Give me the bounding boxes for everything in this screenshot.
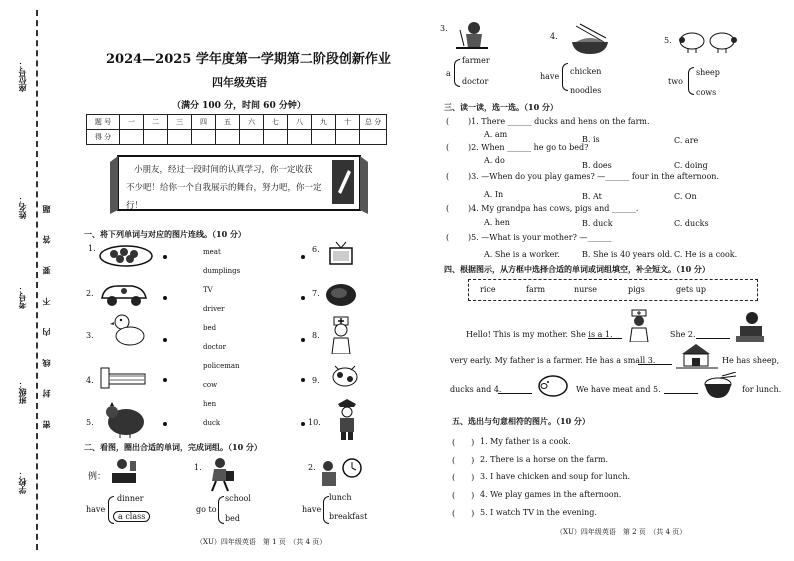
sheep-icon (678, 30, 740, 54)
doctor-icon (328, 316, 354, 354)
blank-2[interactable] (696, 338, 730, 339)
page-subtitle: 四年级英语 (212, 76, 267, 89)
item5-option-b[interactable]: cows (696, 88, 717, 97)
score-cell: 总 分 (360, 115, 387, 130)
q3-4-option-b: B. duck (582, 219, 613, 228)
boy-clock-icon (318, 458, 362, 488)
score-cell: 六 (240, 115, 264, 130)
score-input-cell[interactable] (168, 130, 192, 145)
q8-number: 8. (312, 331, 320, 340)
s5-item5-text: 5. I watch TV in the evening. (480, 508, 597, 517)
item1-brace (218, 496, 224, 524)
item4-prefix: have (540, 72, 560, 81)
score-cell: 五 (216, 115, 240, 130)
item4-brace (562, 63, 568, 91)
word-hen: hen (203, 400, 217, 408)
student-class-icon (110, 457, 138, 485)
q3-5-paren[interactable]: ( (446, 233, 450, 242)
q3-2-option-c: C. doing (674, 161, 708, 170)
passage-line3-a: ducks and 4. (450, 385, 502, 394)
item1-option-a[interactable]: school (225, 494, 251, 503)
box-word-nurse: nurse (574, 285, 597, 294)
farmer-icon (454, 20, 490, 52)
section3-title: 三、读一读，选一选。（10 分） (444, 102, 558, 112)
page-title: 2024—2025 学年度第一学期第二阶段创新作业 (106, 52, 391, 67)
seat-number-label: 座位号： (17, 60, 27, 92)
score-input-cell[interactable] (192, 130, 216, 145)
blank-3[interactable] (638, 364, 672, 365)
farm-icon (676, 340, 718, 370)
score-cell: 九 (312, 115, 336, 130)
footer-left: （XU）四年级英语 第 1 页 （共 4 页） (196, 538, 327, 546)
section5-title: 五、选出与句意相符的图片。（10 分） (452, 416, 590, 426)
q3-4-option-c: C. ducks (674, 219, 709, 228)
s5-item1-text: 1. My father is a cook. (480, 437, 571, 446)
score-cell: 十 (336, 115, 360, 130)
item2-option-a[interactable]: lunch (329, 493, 352, 502)
q3-2-option-b: B. does (582, 161, 612, 170)
q3-5-option-b: B. She is 40 years old. (582, 250, 673, 259)
q1-number: 1. (88, 244, 96, 253)
box-word-rice: rice (480, 285, 496, 294)
q3-3-text: )3. —When do you play games? —______ four in the afternoon. (468, 172, 719, 181)
s5-item3-paren[interactable]: ( ) (452, 473, 475, 482)
seal-dashed-line (36, 10, 38, 550)
cow-icon (330, 360, 360, 388)
q3-1-paren[interactable]: ( (446, 117, 450, 126)
item3-prefix: a (446, 69, 451, 78)
score-input-cell[interactable] (264, 130, 288, 145)
score-table-score-row (87, 130, 387, 145)
item3-option-a[interactable]: farmer (462, 56, 490, 65)
word-bed: bed (203, 324, 217, 332)
passage-line3-b: We have meat and 5. (576, 385, 661, 394)
item1-number: 1. (194, 463, 202, 472)
score-input-cell[interactable] (216, 130, 240, 145)
q3-5-text: )5. —What is your mother? —______ (468, 233, 612, 242)
word-tv: TV (203, 286, 213, 294)
school-label: 学校： (17, 470, 27, 494)
q4-number: 4. (86, 376, 94, 385)
passage-line2-b: He has sheep, (722, 356, 780, 365)
s5-item2-text: 2. There is a horse on the farm. (480, 455, 609, 464)
score-table (86, 114, 387, 145)
word-box (468, 279, 758, 301)
banner-line-3: 行！ (126, 201, 144, 211)
score-cell: 得 分 (87, 130, 120, 145)
score-cell: 一 (120, 115, 144, 130)
item2-number: 2. (308, 463, 316, 472)
box-word-pigs: pigs (628, 285, 645, 294)
score-input-cell[interactable] (144, 130, 168, 145)
s5-item4-text: 4. We play games in the afternoon. (480, 490, 622, 499)
score-cell: 题 号 (87, 115, 120, 130)
dumplings-plate-icon (98, 244, 154, 268)
item3-number: 3. (440, 24, 448, 33)
blank-5[interactable] (664, 393, 698, 394)
item3-brace (454, 59, 460, 87)
score-cell: 三 (168, 115, 192, 130)
score-cell: 二 (144, 115, 168, 130)
score-cell: 四 (192, 115, 216, 130)
score-cell: 八 (288, 115, 312, 130)
item4-number: 4. (550, 32, 558, 41)
score-input-cell[interactable] (336, 130, 360, 145)
q3-4-text: )4. My grandpa has cows, pigs and ______. (468, 204, 639, 213)
score-input-cell[interactable] (360, 130, 387, 145)
word-driver: driver (203, 305, 225, 313)
q5-number: 5. (86, 418, 94, 427)
q3-number: 3. (86, 331, 94, 340)
passage-line3-c: for lunch. (742, 385, 782, 394)
q3-3-paren[interactable]: ( (446, 172, 450, 181)
item5-number: 5. (664, 36, 672, 45)
q3-3-option-a: A. In (484, 190, 504, 199)
word-dumplings: dumplings (203, 267, 241, 275)
section4-title: 四、根据图示，从方框中选择合适的单词或词组填空，补全短文。（10 分） (444, 264, 710, 274)
score-table-header-row (87, 115, 387, 130)
q7-number: 7. (312, 289, 320, 298)
example-option-b-circled[interactable]: a class (113, 511, 150, 522)
passage-line2-a: very early. My father is a farmer. He has a small 3. (450, 356, 656, 365)
exam-number-label: 考号： (17, 285, 27, 309)
section2-title: 二、看图，圈出合适的单词，完成词组。（10 分） (84, 442, 262, 452)
tv-icon (328, 240, 354, 268)
word-doctor: doctor (203, 343, 226, 351)
word-cow: cow (203, 381, 218, 389)
score-input-cell[interactable] (120, 130, 144, 145)
q3-2-paren[interactable]: ( (446, 143, 450, 152)
item2-option-b[interactable]: breakfast (329, 512, 368, 521)
item3-option-b[interactable]: doctor (462, 77, 489, 86)
boy-going-icon (206, 457, 236, 493)
bed-icon (98, 364, 148, 390)
q3-1-text: )1. There ______ ducks and hens on the farm. (468, 117, 650, 126)
s5-item2-paren[interactable]: ( ) (452, 456, 475, 465)
item1-option-b[interactable]: bed (225, 514, 240, 523)
s5-item4-paren[interactable]: ( ) (452, 491, 475, 500)
class-label: 班级： (17, 380, 27, 404)
seal-line-text: 密 封 线 内 不 要 答 题 (41, 195, 51, 429)
item2-prefix: have (302, 505, 322, 514)
q3-1-option-c: C. are (674, 136, 699, 145)
s5-item5-paren[interactable]: ( ) (452, 509, 475, 518)
hen-icon (102, 402, 146, 438)
passage-line1-a: Hello! This is my mother. She is a 1. (466, 330, 613, 339)
q3-2-text: )2. When ______ he go to bed? (468, 143, 589, 152)
nurse-icon (626, 308, 652, 342)
item5-brace (688, 67, 694, 95)
q3-4-option-a: A. hen (484, 218, 510, 227)
q3-5-option-a: A. She is a worker. (484, 250, 560, 259)
box-word-gets-up: gets up (676, 285, 706, 294)
item5-prefix: two (668, 77, 683, 86)
score-info: （满分 100 分，时间 60 分钟） (172, 101, 306, 111)
passage-line1-b: She 2. (670, 330, 696, 339)
q3-1-option-b: B. is (582, 135, 600, 144)
footer-right: （XU）四年级英语 第 2 页 （共 4 页） (556, 528, 687, 536)
q10-number: 10. (308, 418, 321, 427)
example-label: 例： (88, 472, 107, 482)
rice-bowl-icon (702, 372, 738, 402)
q3-1-option-a: A. am (484, 130, 508, 139)
duck-icon (110, 312, 146, 348)
item4-option-b[interactable]: noodles (570, 86, 602, 95)
blank-1[interactable] (588, 338, 622, 339)
score-input-cell[interactable] (312, 130, 336, 145)
seal-margin (0, 0, 62, 561)
section1-title: 一、将下列单词与对应的图片连线。（10 分） (84, 229, 246, 239)
car-driver-icon (98, 280, 150, 308)
banner-line-1: 小朋友，经过一段时间的认真学习，你一定收获 (134, 165, 313, 175)
score-input-cell[interactable] (288, 130, 312, 145)
q3-2-option-a: A. do (484, 156, 505, 165)
item5-option-a[interactable]: sheep (696, 68, 720, 77)
example-brace (108, 496, 114, 524)
item1-prefix: go to (196, 505, 217, 514)
getting-up-icon (736, 310, 764, 344)
noodle-bowl-icon (570, 22, 610, 56)
score-input-cell[interactable] (240, 130, 264, 145)
policeman-icon (334, 398, 360, 440)
meat-icon (324, 280, 358, 308)
q3-3-option-c: C. On (674, 192, 697, 201)
example-prefix: have (86, 505, 106, 514)
q3-3-option-b: B. At (582, 192, 602, 201)
q3-5-option-c: C. He is a cook. (674, 250, 738, 259)
word-duck: duck (203, 419, 221, 427)
word-meat: meat (203, 248, 221, 256)
example-option-a[interactable]: dinner (117, 494, 144, 503)
q6-number: 6. (312, 245, 320, 254)
q2-number: 2. (86, 289, 94, 298)
q9-number: 9. (312, 376, 320, 385)
box-word-farm: farm (526, 285, 546, 294)
s5-item1-paren[interactable]: ( ) (452, 438, 475, 447)
item4-option-a[interactable]: chicken (570, 67, 602, 76)
q3-4-paren[interactable]: ( (446, 204, 450, 213)
blank-4[interactable] (498, 393, 532, 394)
score-cell: 七 (264, 115, 288, 130)
pig-icon (536, 372, 570, 398)
banner-line-2: 不少吧！给你一个自我展示的舞台，努力吧，你一定 (126, 183, 322, 193)
s5-item3-text: 3. I have chicken and soup for lunch. (480, 472, 631, 481)
name-label: 姓名： (17, 195, 27, 219)
word-policeman: policeman (203, 362, 240, 370)
